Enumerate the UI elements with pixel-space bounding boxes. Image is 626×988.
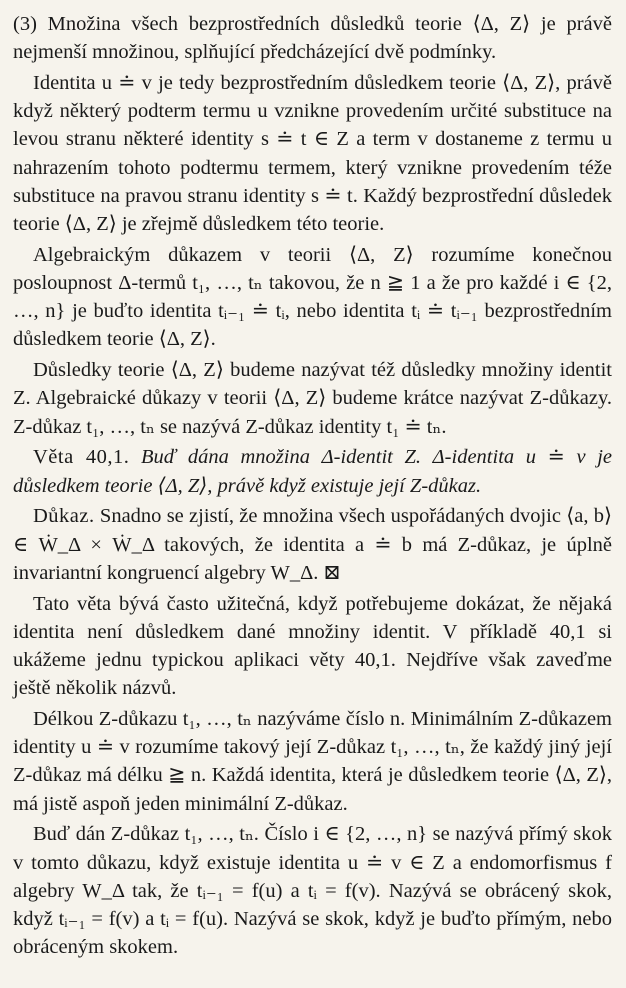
paragraph-4-text: Důsledky teorie ⟨Δ, Z⟩ budeme nazývat též důsledky množiny identit Z. Algebraické důkazy v teorii ⟨Δ, Z⟩ budeme krátce nazývat Z-důkazy. Z-důkaz t₁, …, tₙ se nazývá Z-důkaz identity t₁ ≐ tₙ. <box>13 359 612 438</box>
theorem-statement: Buď dána množina Δ-identit Z. Δ-identita u ≐ v je důsledkem teorie ⟨Δ, Z⟩, právě když existuje její Z-důkaz. <box>13 446 612 497</box>
paragraph-4 <box>13 356 612 441</box>
paragraph-7-text: Tato věta bývá často užitečná, když potřebujeme dokázat, že nějaká identita není důsledkem dané množiny identit. V příkladě 40,1 si ukážeme jednu typickou aplikaci věty 40,1. Nejdříve však zaveďme ještě několik názvů. <box>13 592 612 700</box>
proof-label: Důkaz. <box>33 505 95 528</box>
theorem-label: Věta 40,1. <box>33 446 130 469</box>
paragraph-2 <box>13 69 612 238</box>
paragraph-1 <box>13 10 612 66</box>
paragraph-3-text: Algebraickým důkazem v teorii ⟨Δ, Z⟩ rozumíme konečnou posloupnost Δ-termů t₁, …, tₙ takovou, že n ≧ 1 a že pro každé i ∈ {2, …, n} je buďto identita tᵢ₋₁ ≐ tᵢ, nebo identita tᵢ ≐ tᵢ₋₁ bezprostředním důsledkem teorie ⟨Δ, Z⟩. <box>13 243 612 351</box>
paragraph-8-text: Délkou Z-důkazu t₁, …, tₙ nazýváme číslo n. Minimálním Z-důkazem identity u ≐ v rozumíme takový její Z-důkaz t₁, …, tₙ, že každý jiný její Z-důkaz má délku ≧ n. Každá identita, která je důsledkem teorie ⟨Δ, Z⟩, má jistě aspoň jeden minimální Z-důkaz. <box>13 708 612 815</box>
paragraph-9-text: Buď dán Z-důkaz t₁, …, tₙ. Číslo i ∈ {2, …, n} se nazývá přímý skok v tomto důkazu, když existuje identita u ≐ v ∈ Z a endomorfismus f algebry W_Δ tak, že tᵢ₋₁ = f(u) a tᵢ = f(v). Nazývá se obrácený skok, když tᵢ₋₁ = f(v) a tᵢ = f(u). Nazývá se skok, když je buďto přímým, nebo obráceným skokem. <box>13 823 612 959</box>
theorem-40-1 <box>13 443 612 499</box>
proof-text: Snadno se zjistí, že množina všech uspořádaných dvojic ⟨a, b⟩ ∈ Ẇ_Δ × Ẇ_Δ takových, že identita a ≐ b má Z-důkaz, je úplně invariantní kongruencí algebry W_Δ. ⊠ <box>13 505 612 584</box>
proof <box>13 502 612 587</box>
paragraph-2-text: Identita u ≐ v je tedy bezprostředním důsledkem teorie ⟨Δ, Z⟩, právě když některý podterm termu u vznikne provedením určité substituce na levou stranu některé identity s ≐ t ∈ Z a term v dostaneme z termu u nahrazením tohoto podtermu termem, který vznikne provedením téže substituce na pravou stranu identity s ≐ t. Každý bezprostřední důsledek teorie ⟨Δ, Z⟩ je zřejmě důsledkem této teorie. <box>13 72 612 236</box>
paragraph-7 <box>13 590 612 703</box>
paragraph-8 <box>13 705 612 818</box>
paragraph-9 <box>13 820 612 961</box>
paragraph-3 <box>13 241 612 354</box>
paragraph-1-text: (3) Množina všech bezprostředních důsledků teorie ⟨Δ, Z⟩ je právě nejmenší množinou, splňující předcházející dvě podmínky. <box>13 13 612 64</box>
